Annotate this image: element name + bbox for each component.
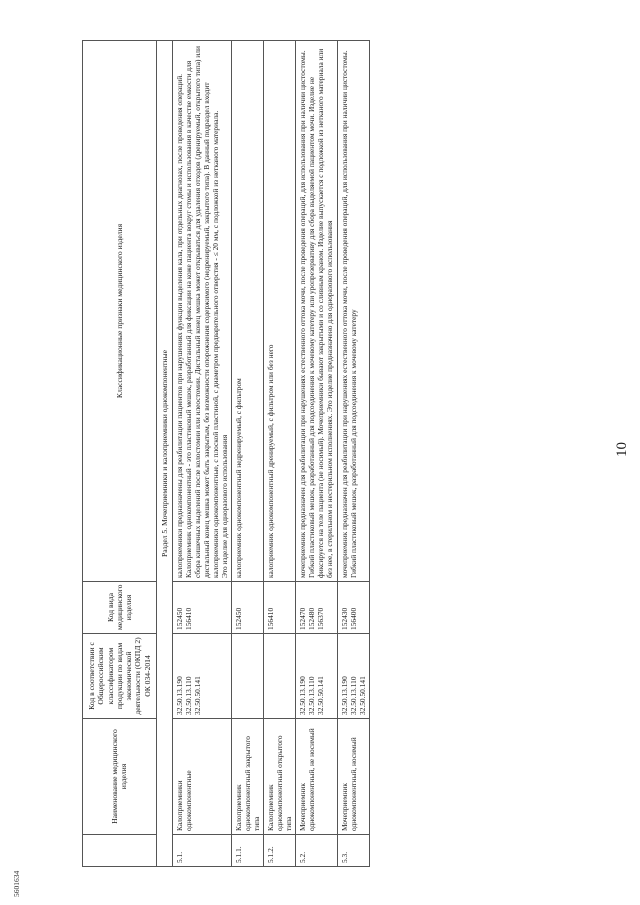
row-number: 5.3.	[337, 835, 369, 867]
okpd-codes-line: 32.50.13.190	[175, 676, 184, 715]
okpd-codes	[264, 634, 296, 719]
device-description-line: Гибкий пластиковый мешок, разработанный для подсоединения к мочевому катетеру или уропрезервативу для сбора выделяемой пациентом мочи. Изделие не фиксируется на теле пациента (не носимый). Мочеприемники бывают закрытыми и со сливным краном. Изделие выпускается с подложкой из нетканого материала или без нее, в стерильном и нестерильном исполнениях. Это изделие предназначено для одноразового использования	[307, 48, 335, 578]
device-description	[337, 41, 369, 582]
document-code: 5601634	[12, 870, 21, 897]
device-name: Калоприемник однокомпонентный закрытого типа	[232, 719, 264, 835]
device-description	[232, 41, 264, 582]
device-description-line: Гибкий пластиковый мешок, разработанный для подсоединения к мочевому катетеру	[348, 309, 358, 578]
device-name: Калоприемники однокомпонентные	[173, 719, 232, 835]
section-row	[156, 41, 172, 867]
okpd-codes-line: 32.50.50.141	[316, 676, 326, 715]
vid-codes	[173, 582, 232, 634]
device-description-line: калоприемник однокомпонентный недренируемый, с фильтром	[234, 378, 244, 578]
row-number: 5.2.	[296, 835, 337, 867]
section-title: Раздел 5. Мочеприемники и калоприемники однокомпонентные	[156, 41, 172, 867]
header-name: Наименование медицинского изделия	[83, 719, 157, 835]
okpd-codes-line: 32.50.13.110	[184, 676, 194, 715]
okpd-codes	[173, 634, 232, 719]
okpd-codes-line: 32.50.50.141	[357, 676, 367, 715]
vid-codes-line: 156400	[348, 607, 358, 630]
vid-codes-line: 152450	[234, 607, 244, 630]
device-name: Калоприемник однокомпонентный открытого типа	[264, 719, 296, 835]
row-number: 5.1.	[173, 835, 232, 867]
header-vid: Код вида медицинского изделия	[83, 582, 157, 634]
okpd-codes	[296, 634, 337, 719]
device-description-line: мочеприемник предназначен для реабилитации при нарушениях естественного оттока мочи, после проведения операций, для использования при наличии цистостомы.	[339, 50, 349, 578]
header-number	[83, 835, 157, 867]
vid-codes	[232, 582, 264, 634]
okpd-codes	[232, 634, 264, 719]
device-name: Мочеприемник однокомпонентный, не носимый	[296, 719, 337, 835]
header-desc: Классификационные признаки медицинского изделия	[83, 41, 157, 582]
vid-codes-line: 152480	[307, 607, 317, 630]
table-row	[173, 41, 232, 867]
vid-codes-line: 152430	[339, 607, 349, 630]
okpd-codes-line: 32.50.13.190	[298, 676, 308, 715]
okpd-codes-line: 32.50.13.190	[339, 676, 349, 715]
page-number: 10	[614, 442, 630, 457]
okpd-codes-line: 32.50.13.110	[307, 676, 317, 715]
device-description-line: мочеприемник предназначен для реабилитации при нарушениях естественного оттока мочи, после проведения операций, для использования при наличии цистостомы.	[298, 50, 308, 578]
row-number: 5.1.2.	[264, 835, 296, 867]
header-okpd: Код в соответствии с Общероссийским классификатором продукции по видам экономической деятельности (ОКПД 2) ОК 034-2014	[83, 634, 157, 719]
device-name: Мочеприемник однокомпонентный, носимый	[337, 719, 369, 835]
device-description	[173, 41, 232, 582]
device-description-line: Это изделие для одноразового использования	[220, 434, 230, 578]
table-row	[296, 41, 337, 867]
vid-codes	[296, 582, 337, 634]
row-number: 5.1.1.	[232, 835, 264, 867]
okpd-codes	[337, 634, 369, 719]
vid-codes-line: 156410	[184, 607, 194, 630]
table-row	[337, 41, 369, 867]
okpd-codes-line: 32.50.13.110	[348, 676, 358, 715]
vid-codes-line: 156410	[266, 607, 276, 630]
vid-codes-line: 156370	[316, 607, 326, 630]
vid-codes-line: 152450	[175, 607, 184, 630]
okpd-codes-line: 32.50.50.141	[193, 676, 203, 715]
table-row	[232, 41, 264, 867]
table-header-row	[83, 41, 157, 867]
vid-codes	[264, 582, 296, 634]
vid-codes	[337, 582, 369, 634]
device-description-line: калоприемники предназначены для реабилитации пациентов при нарушениях функции выделения кала, при отдельных диагнозах, после проведения операций.	[175, 74, 184, 578]
table-row	[264, 41, 296, 867]
device-description-line: калоприемник однокомпонентный дренируемый, с фильтром или без него	[266, 344, 276, 578]
medical-devices-table	[82, 40, 370, 867]
vid-codes-line: 152470	[298, 607, 308, 630]
device-description	[264, 41, 296, 582]
device-description	[296, 41, 337, 582]
device-description-line: Калоприемник однокомпонентный - это пластиковый мешок, разработанный для фиксации на коже пациента вокруг стомы и использования в качестве емкости для сбора кишечных выделений после колостомии или илеостомии. Дистальный конец мешка может открываться для удаления отходов (дренируемый, открытого типа) или дистальный конец мешка может быть закрытым, без возможности опорожнения содержимого (недренируемый, закрытого типа). В данный подраздел входит калоприемники однокомпонентные, с плоской пластиной, с диаметром предварительного отверстия - ≤ 20 мм, с подложкой из нетканого материала.	[184, 46, 221, 578]
